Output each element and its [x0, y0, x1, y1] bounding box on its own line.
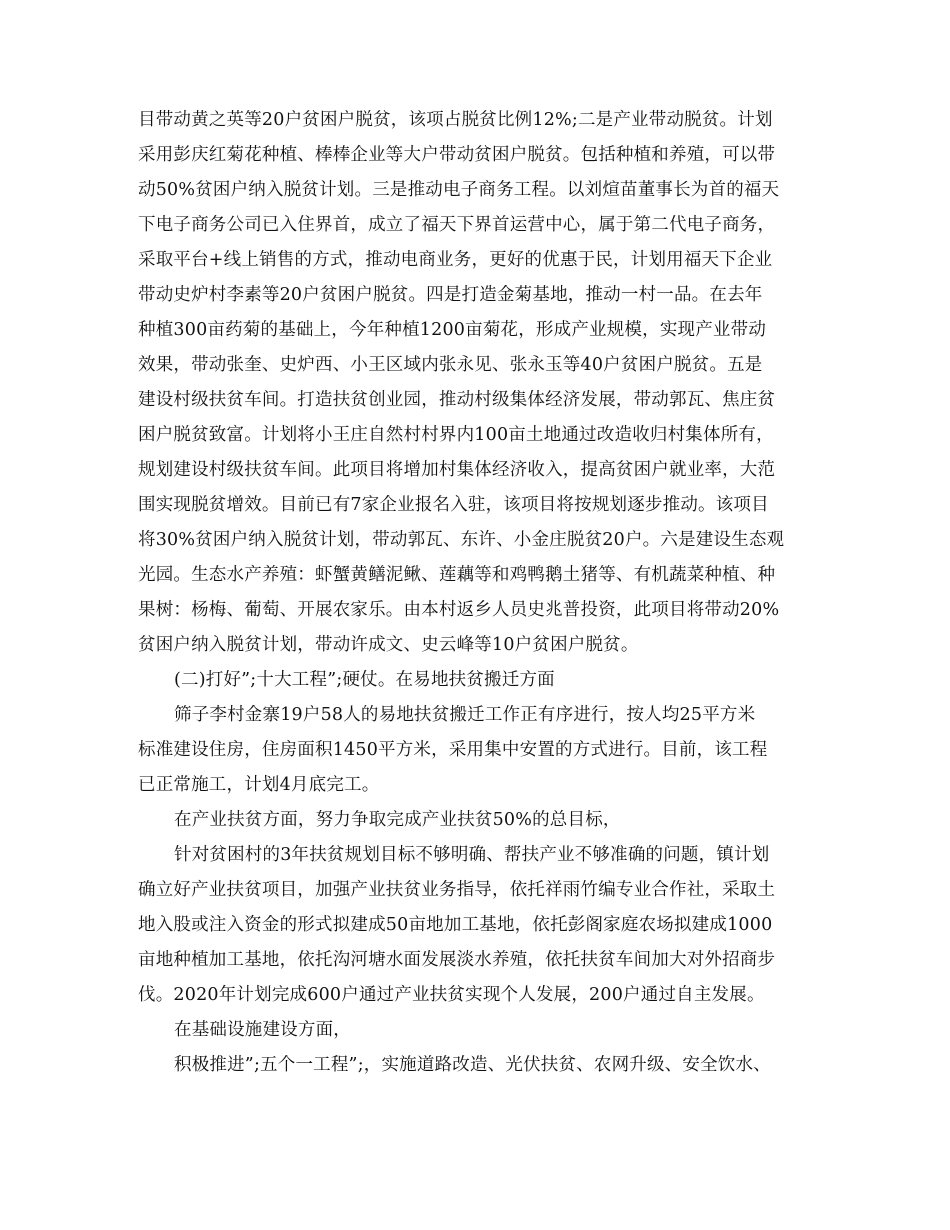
text-line: 围实现脱贫增效。目前已有7家企业报名入驻，该项目将按规划逐步推动。该项目 [138, 495, 769, 515]
text-line: 效果，带动张奎、史炉西、小王区域内张永见、张永玉等40户贫困户脱贫。五是 [138, 355, 763, 375]
text-line: 目带动黄之英等20户贫困户脱贫，该项占脱贫比例12%;二是产业带动脱贫。计划 [138, 110, 773, 130]
text-line: 带动史炉村李素等20户贫困户脱贫。四是打造金菊基地，推动一村一品。在去年 [138, 285, 763, 305]
text-line: 地入股或注入资金的形式拟建成50亩地加工基地，依托彭阁家庭农场拟建成1000 [138, 915, 773, 935]
text-line: 针对贫困村的3年扶贫规划目标不够明确、帮扶产业不够准确的问题，镇计划 [174, 845, 770, 865]
text-line: 筛子李村金寨19户58人的易地扶贫搬迁工作正有序进行，按人均25平方米 [174, 705, 756, 725]
text-line: 光园。生态水产养殖：虾蟹黄鳝泥鳅、莲藕等和鸡鸭鹅土猪等、有机蔬菜种植、种 [138, 565, 776, 585]
text-line: 确立好产业扶贫项目，加强产业扶贫业务指导，依托祥雨竹编专业合作社，采取土 [138, 880, 776, 900]
text-line: 贫困户纳入脱贫计划，带动许成文、史云峰等10户贫困户脱贫。 [138, 635, 639, 655]
text-line: 伐。2020年计划完成600户通过产业扶贫实现个人发展，200户通过自主发展。 [138, 985, 765, 1005]
text-line: 将30%贫困户纳入脱贫计划，带动郭瓦、东许、小金庄脱贫20户。六是建设生态观 [138, 530, 785, 550]
text-line: 困户脱贫致富。计划将小王庄自然村村界内100亩土地通过改造收归村集体所有， [138, 425, 774, 445]
text-line: 标准建设住房，住房面积1450平方米，采用集中安置的方式进行。目前，该工程 [138, 740, 768, 760]
text-line: 动50%贫困户纳入脱贫计划。三是推动电子商务工程。以刘煊苗董事长为首的福天 [138, 180, 780, 200]
text-line: 种植300亩药菊的基础上，今年种植1200亩菊花，形成产业规模，实现产业带动 [138, 320, 767, 340]
text-line: 在产业扶贫方面，努力争取完成产业扶贫50%的总目标， [174, 810, 621, 830]
text-line: 采用彭庆红菊花种植、棒棒企业等大户带动贫困户脱贫。包括种植和养殖，可以带 [138, 145, 776, 165]
text-line: 亩地种植加工基地，依托沟河塘水面发展淡水养殖，依托扶贫车间加大对外招商步 [138, 950, 776, 970]
text-line: 规划建设村级扶贫车间。此项目将增加村集体经济收入，提高贫困户就业率，大范 [138, 460, 776, 480]
text-line: 已正常施工，计划4月底完工。 [138, 775, 380, 795]
text-line: 下电子商务公司已入住界首，成立了福天下界首运营中心，属于第二代电子商务， [138, 215, 776, 235]
text-line: 在基础设施建设方面， [174, 1020, 351, 1040]
section-heading: (二)打好”;十大工程”;硬仗。在易地扶贫搬迁方面 [174, 670, 555, 690]
text-line: 采取平台+线上销售的方式，推动电商业务，更好的优惠于民，计划用福天下企业 [138, 250, 773, 270]
text-line: 果树：杨梅、葡萄、开展农家乐。由本村返乡人员史兆普投资，此项目将带动20% [138, 600, 780, 620]
text-line: 积极推进”;五个一工程”;，实施道路改造、光伏扶贫、农网升级、安全饮水、 [174, 1055, 771, 1075]
text-line: 建设村级扶贫车间。打造扶贫创业园，推动村级集体经济发展，带动郭瓦、焦庄贫 [138, 390, 776, 410]
